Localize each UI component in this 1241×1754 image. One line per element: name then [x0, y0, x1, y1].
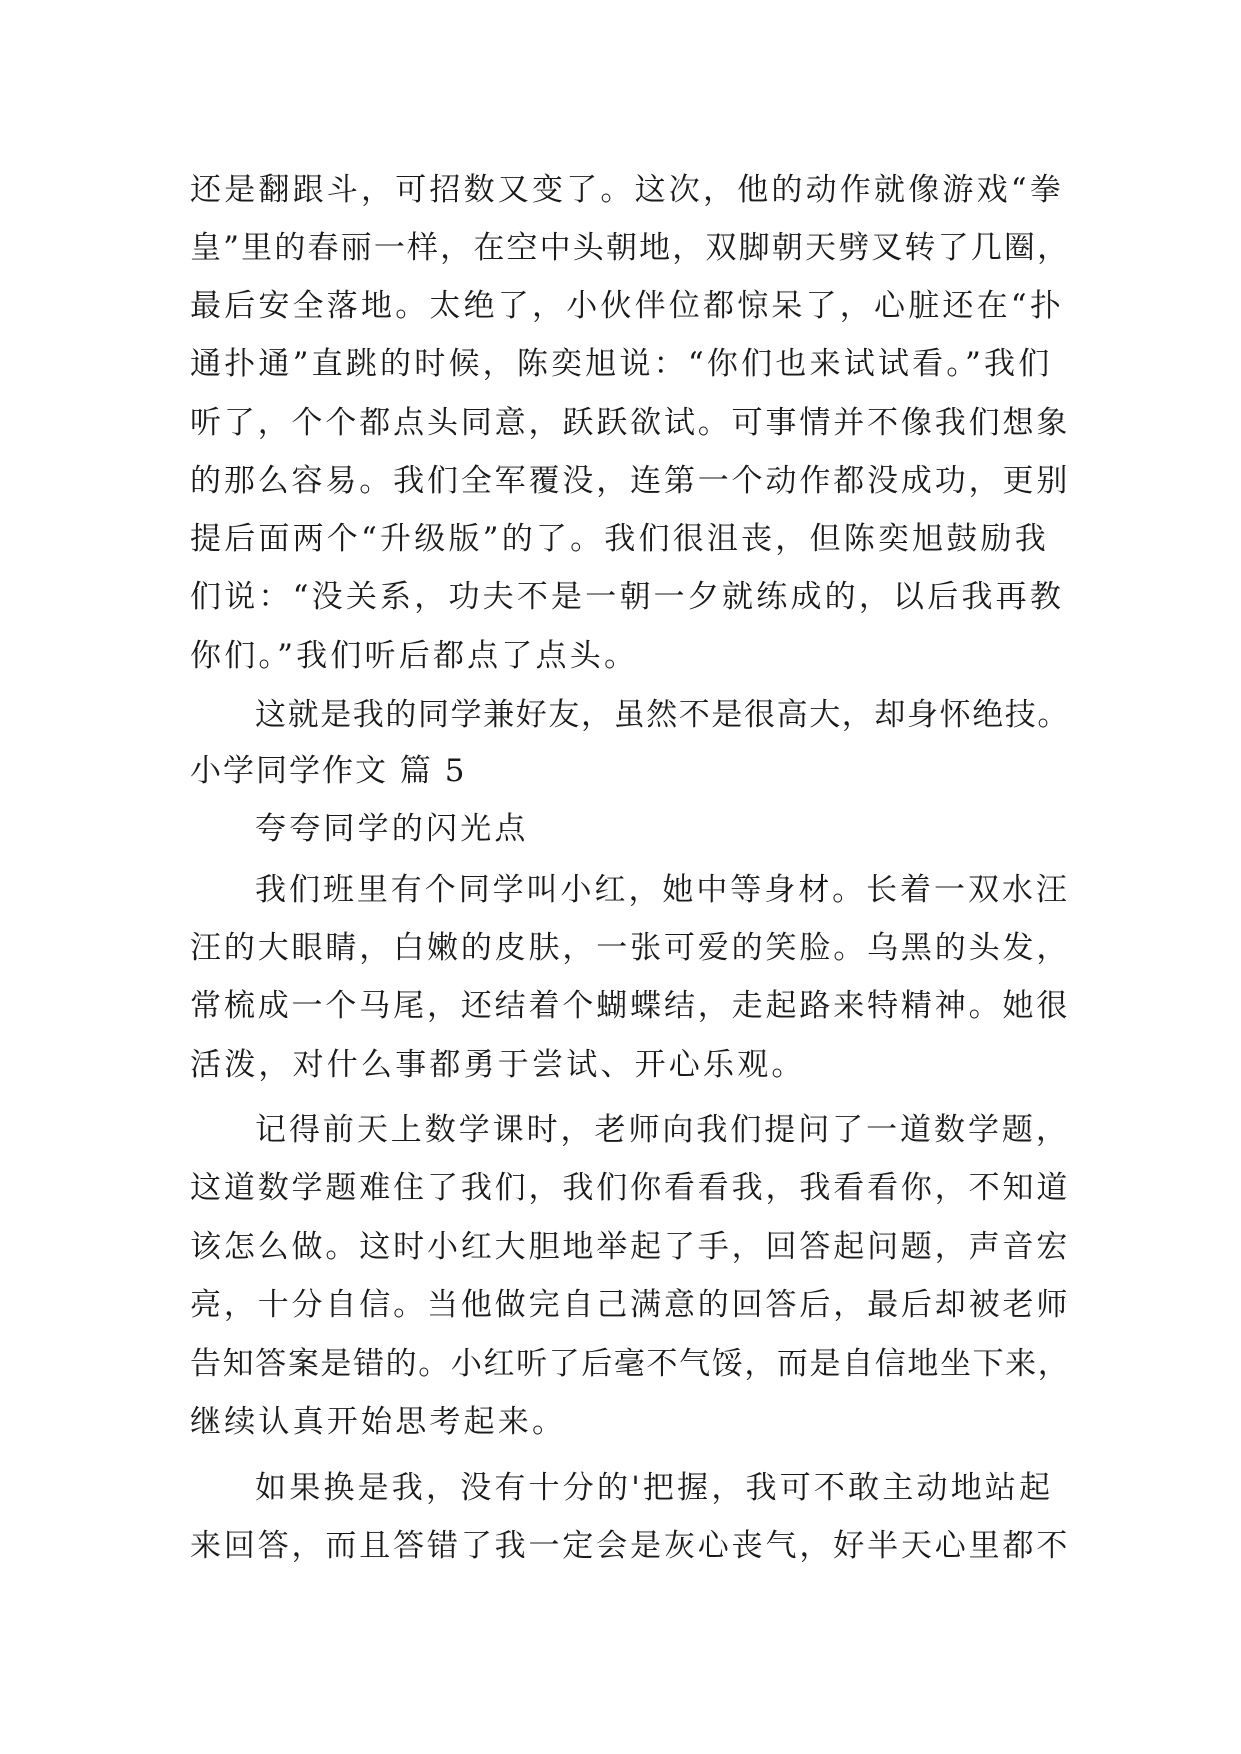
- text-line: 常梳成一个马尾，还结着个蝴蝶结，走起路来特精神。她很: [190, 988, 1071, 1024]
- text-line: 记得前天上数学课时，老师向我们提问了一道数学题，: [255, 1112, 1070, 1148]
- text-line: 亮，十分自信。当他做完自己满意的回答后，最后却被老师: [190, 1287, 1071, 1323]
- section-heading: 小学同学作文 篇 5: [190, 753, 467, 789]
- text-line: 这道数学题难住了我们，我们你看看我，我看看你，不知道: [190, 1170, 1071, 1206]
- text-line: 们说：“没关系，功夫不是一朝一夕就练成的，以后我再教: [190, 579, 1065, 615]
- text-line: 告知答案是错的。小红听了后毫不气馁，而是自信地坐下来，: [190, 1346, 1071, 1382]
- text-line: 如果换是我，没有十分的'把握，我可不敢主动地站起: [255, 1470, 1054, 1506]
- text-line: 通扑通”直跳的时候，陈奕旭说：“你们也来试试看。”我们: [190, 346, 1053, 382]
- text-line: 这就是我的同学兼好友，虽然不是很高大，却身怀绝技。: [255, 697, 1070, 733]
- text-line: 的那么容易。我们全军覆没，连第一个动作都没成功，更别: [190, 463, 1071, 499]
- text-line: 听了，个个都点头同意，跃跃欲试。可事情并不像我们想象: [190, 405, 1071, 441]
- text-line: 活泼，对什么事都勇于尝试、开心乐观。: [190, 1047, 806, 1083]
- text-line: 你们。”我们听后都点了点头。: [190, 638, 639, 674]
- text-line: 来回答，而且答错了我一定会是灰心丧气，好半天心里都不: [190, 1528, 1071, 1564]
- article-title: 夸夸同学的闪光点: [255, 811, 529, 847]
- text-line: 最后安全落地。太绝了，小伙伴位都惊呆了，心脏还在“扑: [190, 288, 1065, 324]
- text-line: 汪的大眼睛，白嫩的皮肤，一张可爱的笑脸。乌黑的头发，: [190, 930, 1071, 966]
- text-line: 还是翻跟斗，可招数又变了。这次，他的动作就像游戏“拳: [190, 172, 1065, 208]
- text-line: 皇”里的春丽一样，在空中头朝地，双脚朝天劈叉转了几圈，: [190, 230, 1071, 266]
- text-line: 提后面两个“升级版”的了。我们很沮丧，但陈奕旭鼓励我: [190, 521, 1049, 557]
- text-line: 我们班里有个同学叫小红，她中等身材。长着一双水汪: [255, 872, 1070, 908]
- text-line: 该怎么做。这时小红大胆地举起了手，回答起问题，声音宏: [190, 1229, 1071, 1265]
- text-line: 继续认真开始思考起来。: [190, 1404, 567, 1440]
